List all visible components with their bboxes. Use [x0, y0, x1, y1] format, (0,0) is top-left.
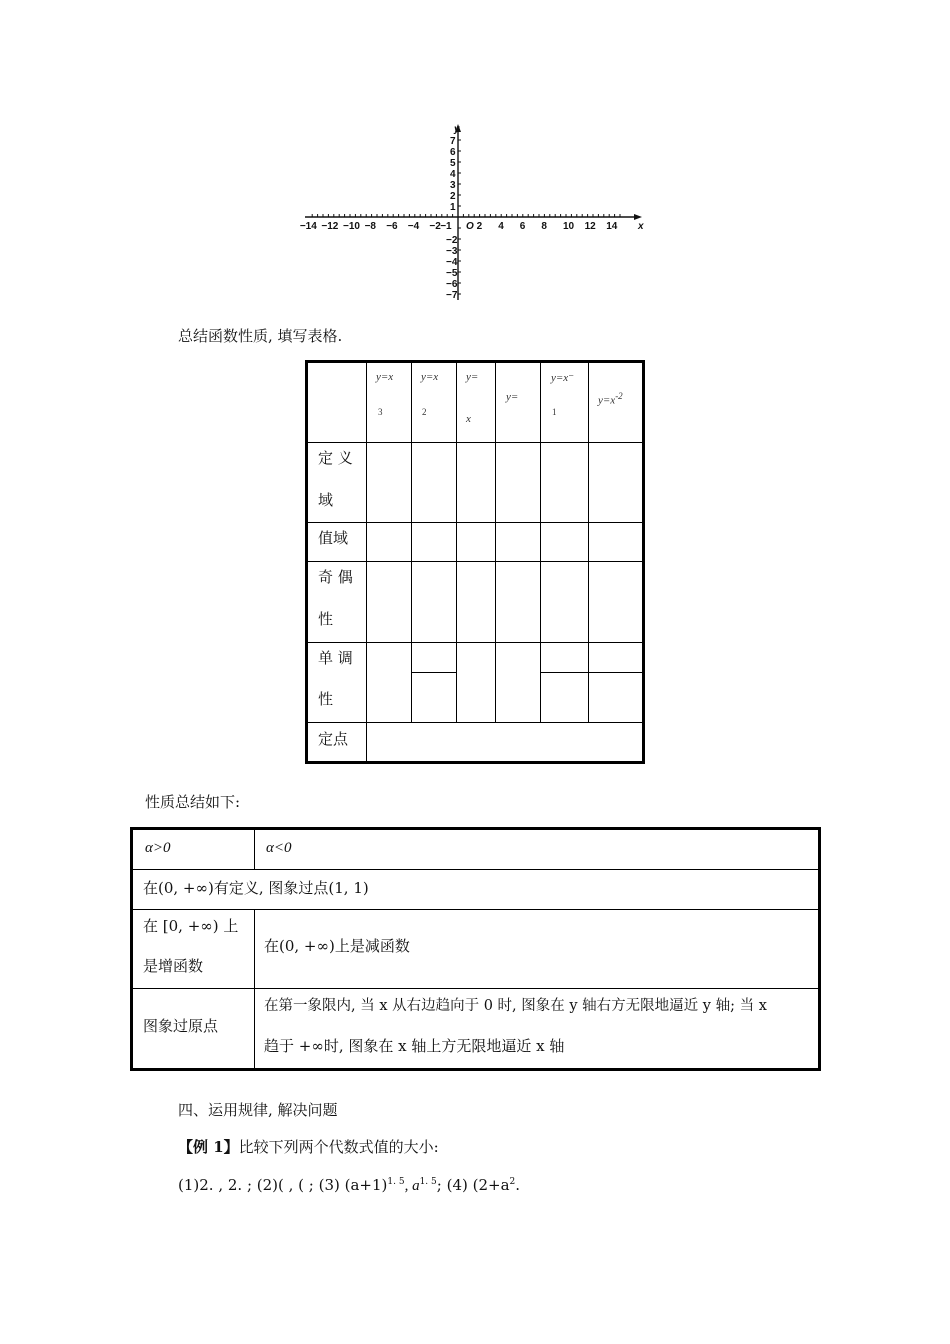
x-tick-label: −14 — [300, 221, 317, 232]
header-cube-sub: 3 — [378, 407, 383, 417]
y-tick-label: −7 — [446, 290, 458, 301]
asymptote-text-2: 趋于 +∞时, 图象在 x 轴上方无限地逼近 x 轴 — [264, 1037, 565, 1055]
increasing-text-2: 是增函数 — [143, 957, 204, 975]
example-heading — [178, 1137, 439, 1157]
x-tick-label: 4 — [498, 221, 504, 232]
example-label: 【例 1】 — [178, 1138, 239, 1156]
x-tick-label: 6 — [519, 221, 526, 232]
asymptote-text-1: 在第一象限内, 当 x 从右边趋向于 0 时, 图象在 y 轴右方无限地逼近 y 轴; 当 x — [264, 998, 767, 1014]
increasing-text-1: 在 [0, +∞) 上 — [143, 917, 239, 935]
y-tick-label: −4 — [446, 257, 458, 268]
origin-label: O — [466, 221, 474, 232]
row-label-range: 值域 — [318, 529, 349, 547]
y-tick-label: 6 — [450, 147, 456, 158]
y-tick-label: 3 — [450, 180, 456, 191]
function-properties-table — [305, 360, 645, 764]
row-label-parity-2: 性 — [318, 610, 334, 628]
x-tick-label: −1 — [440, 221, 452, 232]
x-tick-label: −4 — [407, 221, 420, 232]
y-tick-label: 2 — [450, 191, 456, 202]
header-identity: y= — [466, 371, 479, 383]
x-tick-label: 10 — [563, 221, 575, 232]
y-tick-label: 5 — [450, 158, 456, 169]
y-tick-label: −5 — [446, 268, 458, 279]
row-label-monotonicity: 单 调 — [318, 649, 353, 667]
x-tick-label: 12 — [584, 221, 596, 232]
row-label-monotonicity-2: 性 — [318, 690, 334, 708]
x-tick-label: −8 — [364, 221, 377, 232]
example-problems: (1)2. , 2. ; (2)( , ( ; (3) $(a+1)^{1. 5}$, $a^{1. 5}$; (4) ($2+a^2$. — [178, 1176, 521, 1194]
decreasing-text: 在(0, +∞)上是减函数 — [264, 937, 410, 955]
header-inverse-square: $y=x^{-2}$ — [598, 391, 623, 407]
y-axis-label: y — [454, 124, 460, 135]
origin-text: 图象过原点 — [143, 1017, 219, 1035]
x-tick-label: −10 — [343, 221, 360, 232]
header-reciprocal: y=x⁻ — [551, 372, 574, 384]
x-tick-label: 2 — [476, 221, 483, 232]
x-axis-label: x — [638, 221, 644, 232]
header-cube: y=x — [376, 371, 394, 383]
x-tick-label: −6 — [386, 221, 398, 232]
y-tick-label: 1 — [450, 202, 456, 213]
y-tick-label: −3 — [446, 246, 458, 257]
row-label-parity: 奇 偶 — [318, 568, 353, 586]
header-alpha-positive: α>0 — [145, 840, 171, 856]
row-label-domain-2: 域 — [318, 491, 334, 509]
y-tick-label: 4 — [450, 169, 456, 180]
header-alpha-negative: α<0 — [266, 840, 292, 856]
y-tick-label: −6 — [446, 279, 458, 290]
intro-text: 总结函数性质, 填写表格. — [178, 327, 343, 345]
row-label-domain: 定 义 — [318, 449, 353, 467]
coordinate-axes-figure — [300, 120, 650, 305]
x-tick-label: 14 — [606, 221, 618, 232]
x-axis-arrow — [634, 214, 642, 220]
x-tick-label: 8 — [541, 221, 547, 232]
y-tick-label: −2 — [446, 235, 458, 246]
example-text: 比较下列两个代数式值的大小: — [238, 1138, 439, 1156]
header-square: y=x — [421, 371, 439, 383]
section-title: 四、运用规律, 解决问题 — [178, 1101, 338, 1119]
header-reciprocal-sub: 1 — [552, 407, 557, 417]
x-tick-label: −2 — [429, 221, 441, 232]
common-property-text: 在(0, +∞)有定义, 图象过点(1, 1) — [143, 879, 369, 897]
header-identity-sub: x — [466, 413, 471, 425]
summary-title: 性质总结如下: — [145, 793, 241, 811]
row-label-fixed-point: 定点 — [318, 730, 349, 748]
x-tick-label: −12 — [321, 221, 339, 232]
y-tick-label: 7 — [450, 136, 456, 147]
header-square-sub: 2 — [422, 407, 427, 417]
power-function-summary-table — [130, 827, 821, 1071]
header-sqrt: y= — [506, 391, 519, 403]
